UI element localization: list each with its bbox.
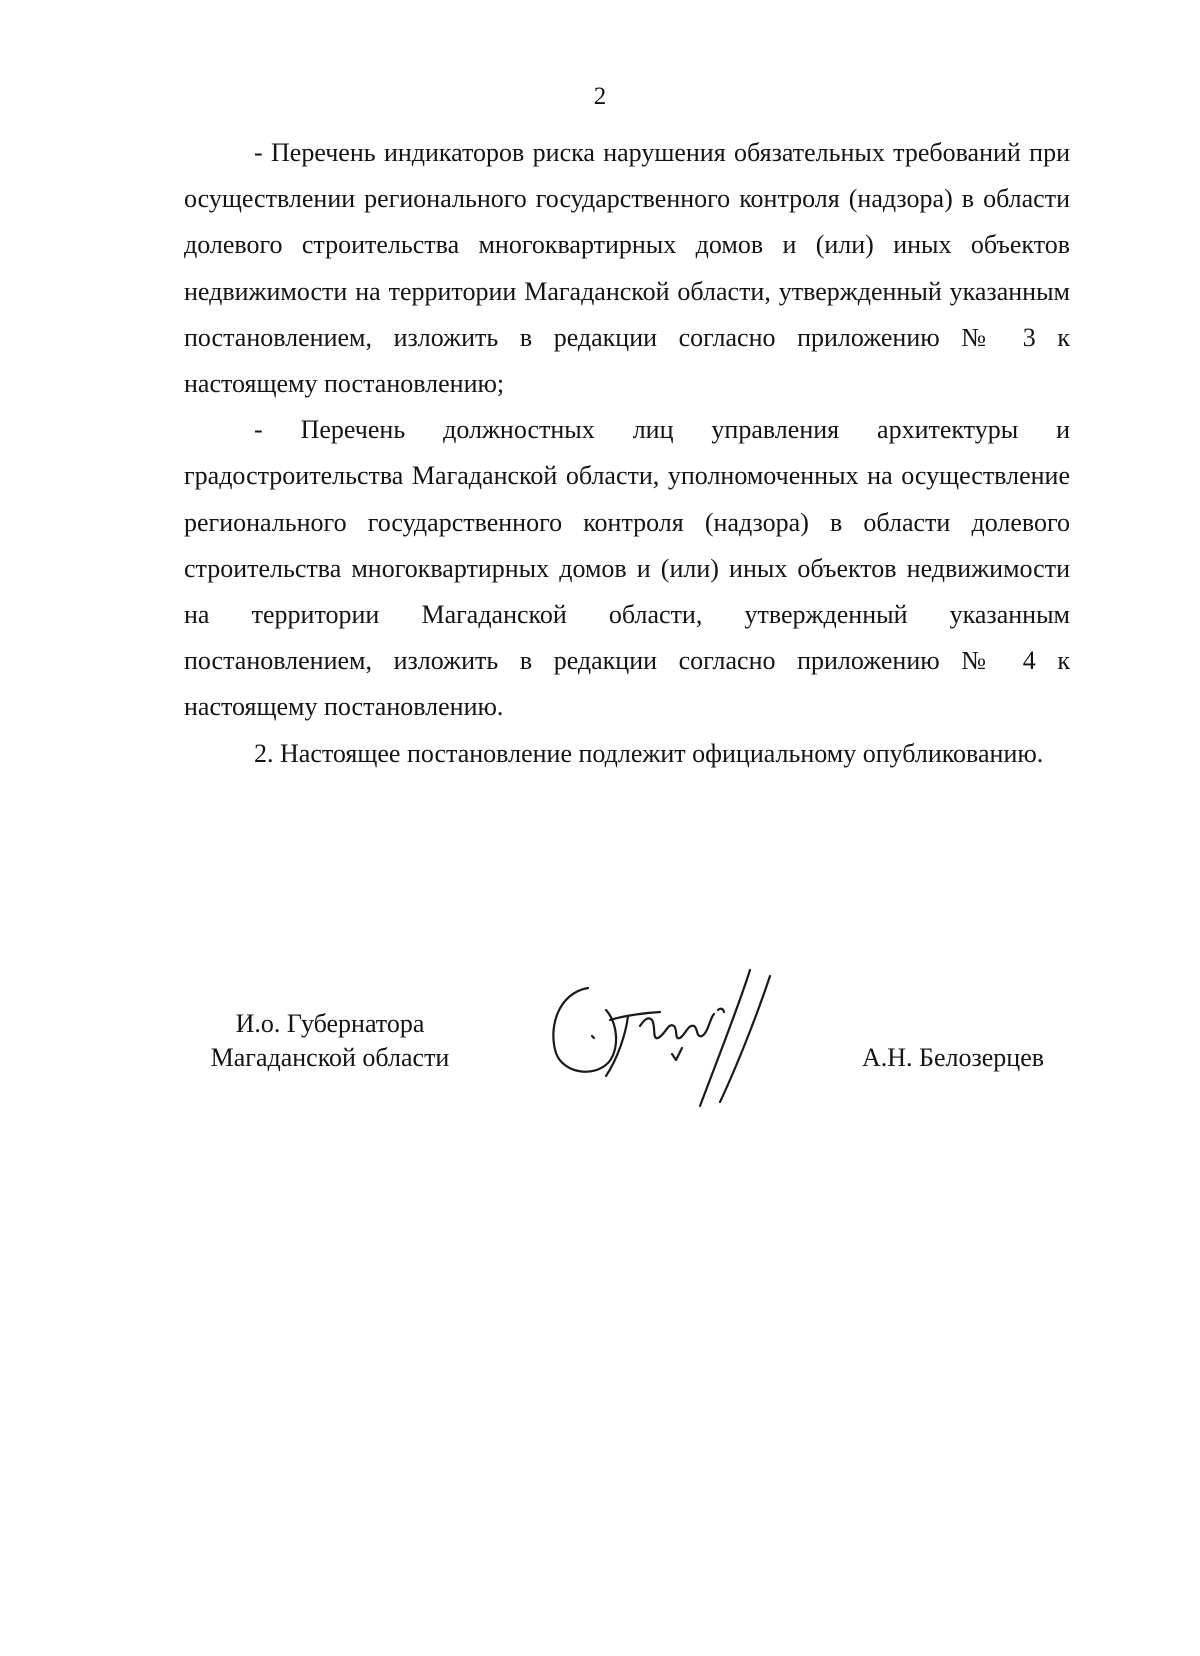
- document-body: [184, 130, 1070, 777]
- paragraph-risk-indicators: - Перечень индикаторов риска нарушения обязательных требований при осуществлении регионального государственного контроля (надзора) в области долевого строительства многоквартирных домов и (или) иных объектов недвижимости на территории Магаданской области, утвержденный указанным постановлением, изложить в редакции согласно приложению № 3 к настоящему постановлению;: [184, 138, 1070, 399]
- paragraph-publication: 2. Настоящее постановление подлежит официальному опубликованию.: [254, 738, 1044, 768]
- handwritten-signature-icon: [548, 968, 788, 1108]
- page-number: 2: [593, 83, 607, 110]
- signer-title-line2: Магаданской области: [210, 1043, 450, 1072]
- signer-name: А.Н. Белозерцев: [862, 1043, 1045, 1072]
- signer-title-line1: И.о. Губернатора: [235, 1009, 425, 1038]
- signer-title: [190, 1007, 470, 1075]
- paragraph-officials-list: - Перечень должностных лиц управления архитектуры и градостроительства Магаданской области, уполномоченных на осуществление регионального государственного контроля (надзора) в области долевого строительства многоквартирных домов и (или) иных объектов недвижимости на территории Магаданской области, утвержденный указанным постановлением, изложить в редакции согласно приложению № 4 к настоящему постановлению.: [184, 415, 1070, 722]
